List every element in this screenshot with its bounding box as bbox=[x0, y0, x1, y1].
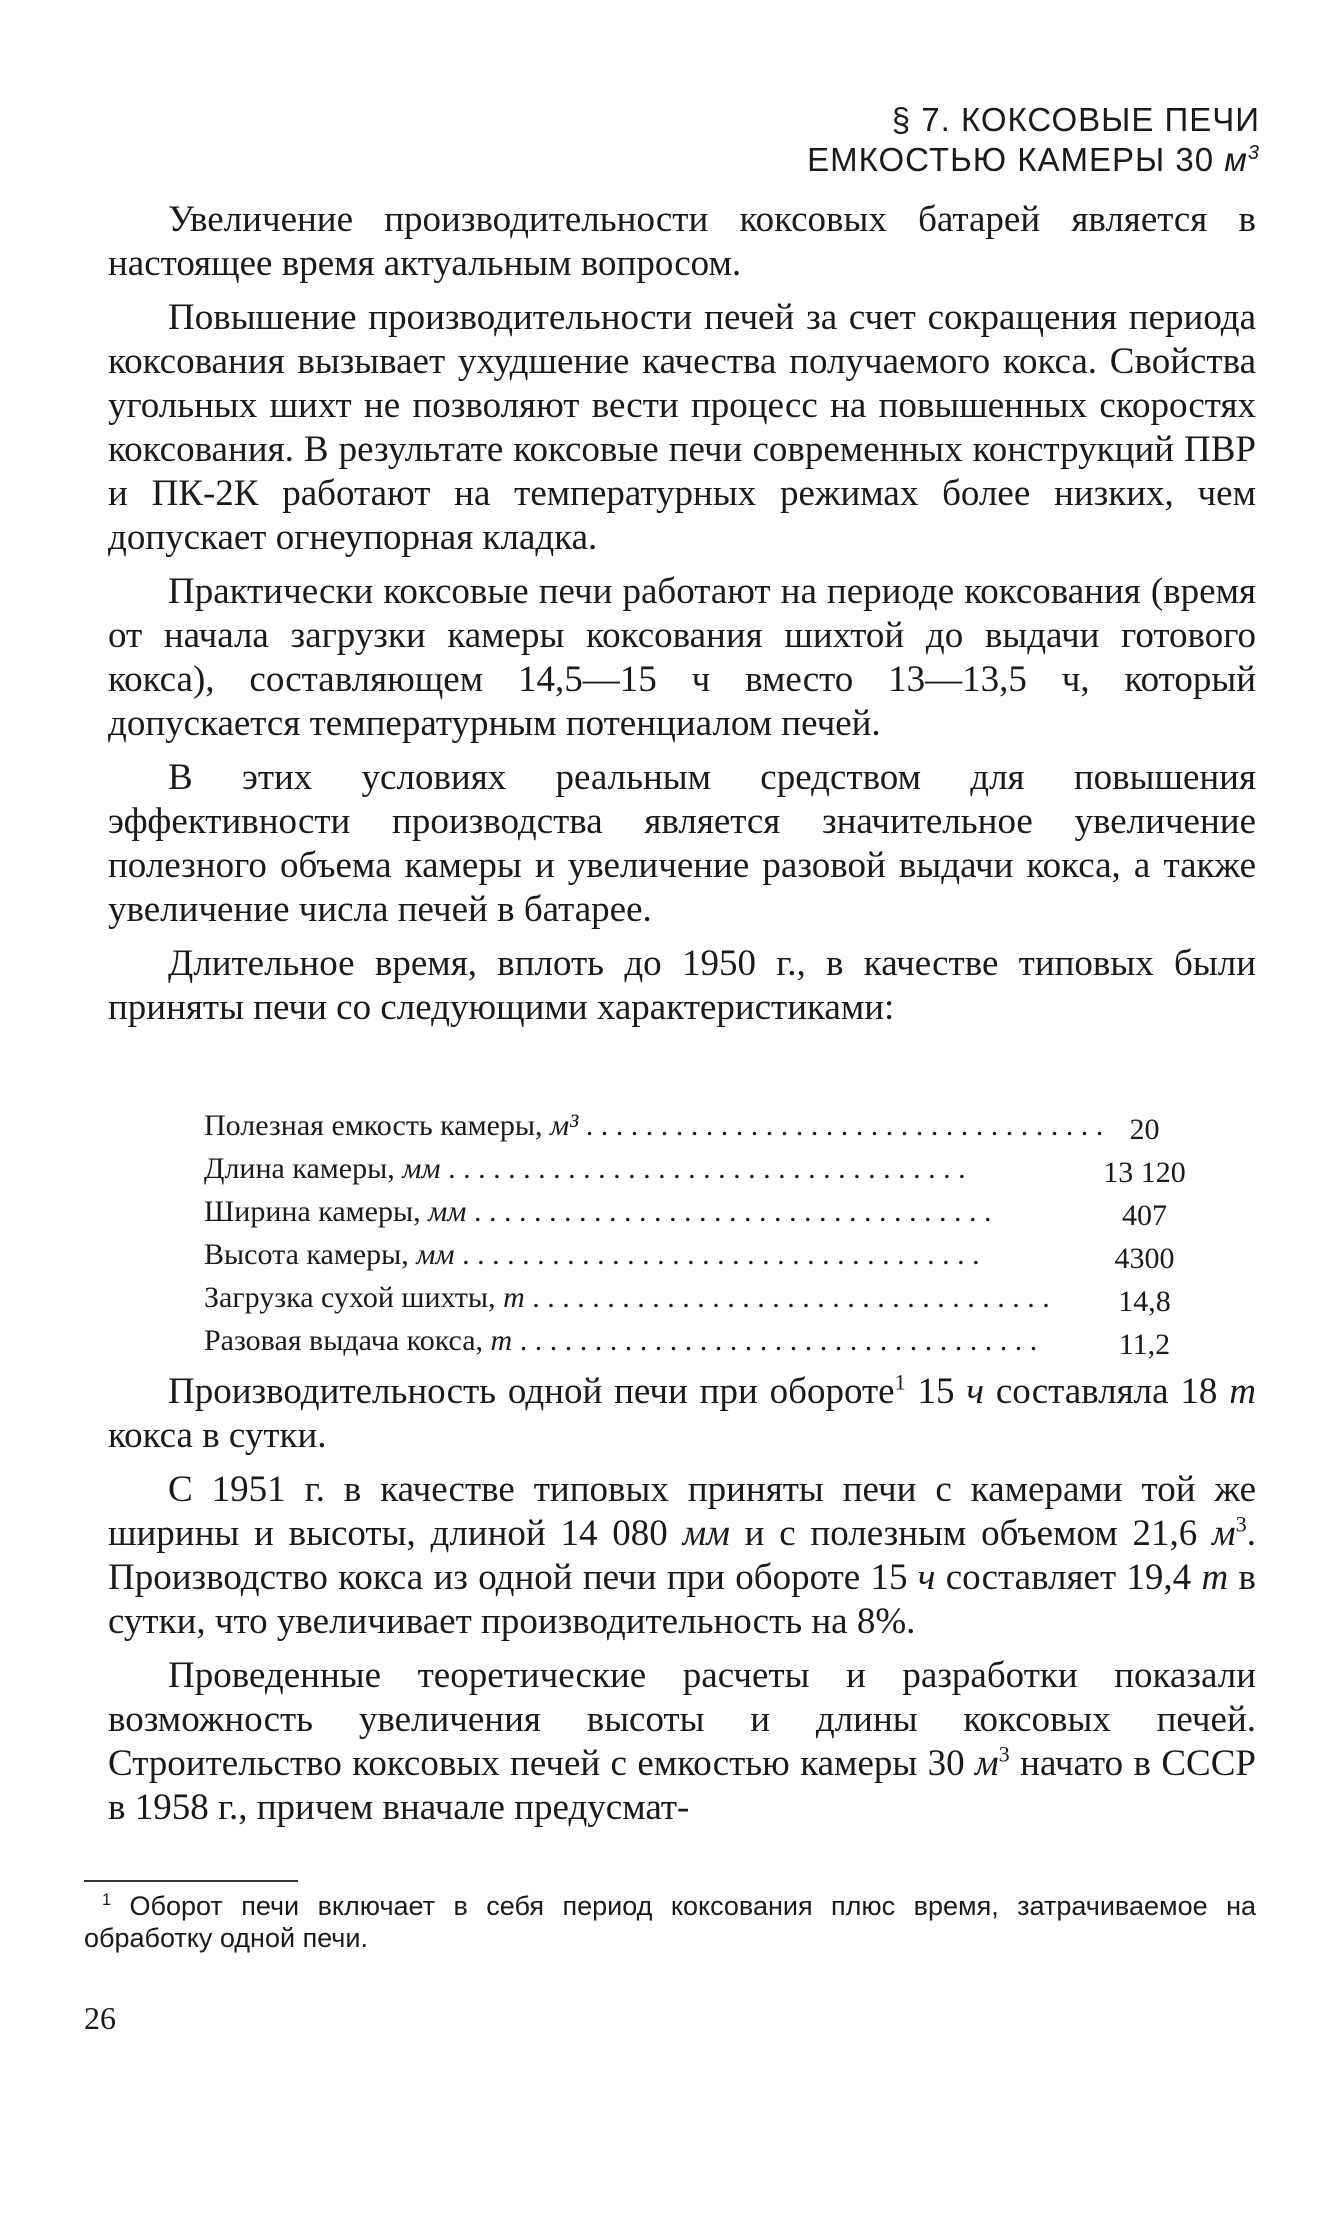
spec-row: Высота камеры, мм . . . . . . . . . . . . . . . . . . . . . . . . . . . . . . . . . . . 4300 bbox=[204, 1237, 1186, 1280]
spec-row: Загрузка сухой шихты, т . . . . . . . . . . . . . . . . . . . . . . . . . . . . . . . . . . . 14,8 bbox=[204, 1280, 1186, 1323]
spec-value: 407 bbox=[1121, 1199, 1167, 1232]
spec-value: 14,8 bbox=[1118, 1285, 1171, 1318]
paragraph-7: С 1951 г. в качестве типовых приняты печи с камерами той же ширины и высоты, длиной 14 080 мм и с полезным объемом 21,6 $м^3$. Производство кокса из одной печи при обороте 15 ч составляет 19,4 т в сутки, что увеличивает производительность на 8%. bbox=[108, 1469, 1256, 1642]
paragraph-6: Производительность одной печи при обороте$^1$ 15 ч составляла 18 т кокса в сутки. bbox=[108, 1369, 1256, 1456]
footnote bbox=[84, 1890, 1256, 1954]
body-text-top bbox=[108, 198, 1256, 1040]
paragraph-4: В этих условиях реальным средством для повышения эффективности производства является значительное увеличение полезного объема камеры и увеличение разовой выдачи кокса, а также увеличение числа печей в батарее. bbox=[108, 757, 1256, 930]
footnote-divider bbox=[84, 1880, 298, 1882]
spec-row: Полезная емкость камеры, м³ . . . . . . . . . . . . . . . . . . . . . . . . . . . . . . . . . . . 20 bbox=[204, 1108, 1186, 1151]
spec-value: 11,2 bbox=[1118, 1328, 1171, 1361]
spec-value: 13 120 bbox=[1103, 1156, 1186, 1189]
body-text-bottom bbox=[108, 1370, 1256, 1840]
paragraph-3: Практически коксовые печи работают на периоде коксования (время от начала загрузки камеры коксования шихтой до выдачи готового кокса), составляющем 14,5—15 ч вместо 13—13,5 ч, который допускается температурным потенциалом печей. bbox=[108, 571, 1256, 744]
paragraph-1: Увеличение производительности коксовых батарей является в настоящее время актуальным вопросом. bbox=[108, 199, 1256, 284]
section-heading-line-2: ЕМКОСТЬЮ КАМЕРЫ 30 $м^3$ bbox=[807, 141, 1260, 178]
paragraph-5: Длительное время, вплоть до 1950 г., в качестве типовых были приняты печи со следующими характеристиками: bbox=[108, 943, 1256, 1028]
spec-value: 4300 bbox=[1114, 1242, 1175, 1275]
paragraph-8: Проведенные теоретические расчеты и разработки показали возможность увеличения высоты и длины коксовых печей. Строительство коксовых печей с емкостью камеры 30 $м^3$ начато в СССР в 1958 г., причем вначале предусмат- bbox=[108, 1655, 1256, 1828]
section-heading bbox=[807, 100, 1260, 180]
spec-row: Ширина камеры, мм . . . . . . . . . . . . . . . . . . . . . . . . . . . . . . . . . . . 407 bbox=[204, 1194, 1186, 1237]
footnote-mark: 1 bbox=[102, 1891, 112, 1909]
footnote-text: Оборот печи включает в себя период коксования плюс время, затрачиваемое на обработку одной печи. bbox=[84, 1891, 1256, 1953]
spec-table bbox=[204, 1108, 1186, 1366]
spec-row: Длина камеры, мм . . . . . . . . . . . . . . . . . . . . . . . . . . . . . . . . . . . 13 120 bbox=[204, 1151, 1186, 1194]
spec-value: 20 bbox=[1129, 1113, 1160, 1146]
paragraph-2: Повышение производительности печей за счет сокращения периода коксования вызывает ухудшение качества получаемого кокса. Свойства угольных шихт не позволяют вести процесс на повышенных скоростях коксования. В результате коксовые печи современных конструкций ПВР и ПК-2К работают на температурных режимах более низких, чем допускает огнеупорная кладка. bbox=[108, 297, 1256, 558]
section-heading-line-1: § 7. КОКСОВЫЕ ПЕЧИ bbox=[891, 101, 1260, 138]
page-number: 26 bbox=[84, 2000, 116, 2036]
footnote-ref: 1 bbox=[894, 1369, 906, 1395]
heading-unit: $м^3$ bbox=[1224, 141, 1260, 178]
spec-row: Разовая выдача кокса, т . . . . . . . . . . . . . . . . . . . . . . . . . . . . . . . . . . . 11,2 bbox=[204, 1323, 1186, 1366]
